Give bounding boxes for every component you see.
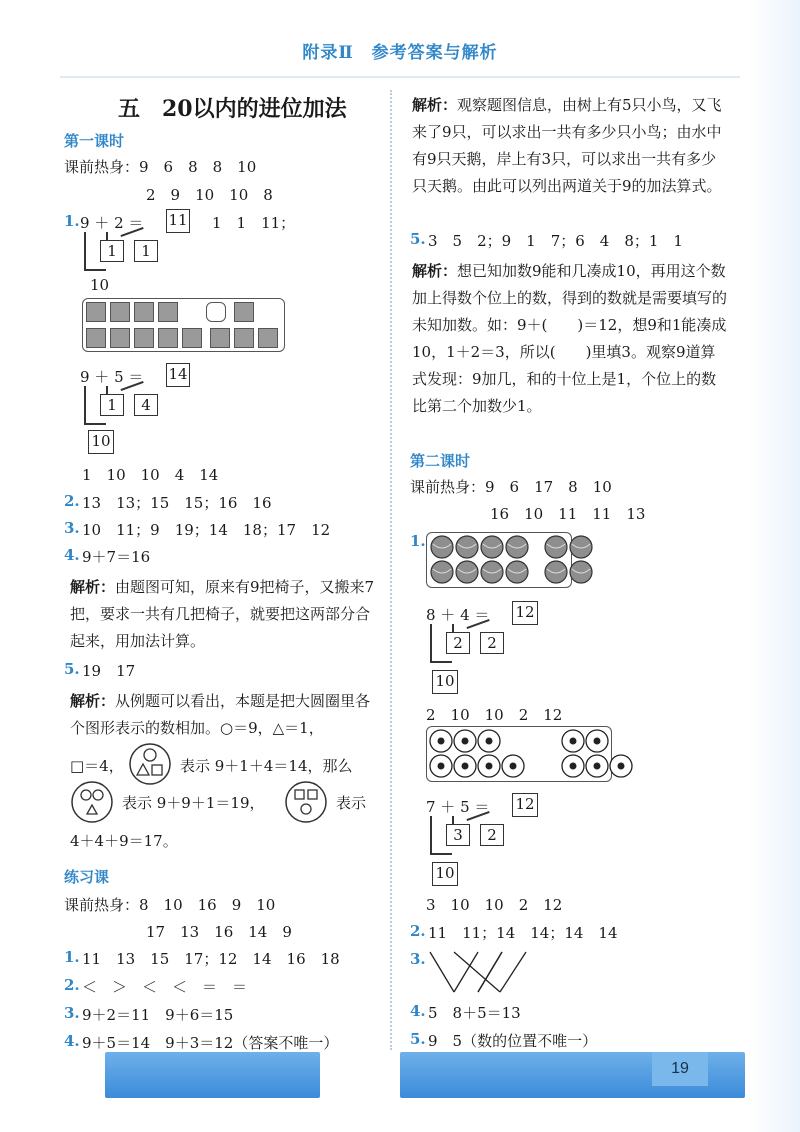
square [158,302,178,322]
r3-number: 3. [410,950,426,968]
q5-number: 5. [64,660,80,678]
bottom-band-left [105,1052,320,1098]
p1-number: 1. [64,948,80,966]
analysis-q4 [70,574,376,655]
analysis-right-2-text: 想已知加数9能和几凑成10，再用这个数加上得数个位上的数，得到的数就是需要填写的未知加数。如：9＋( )＝12，想9和1能凑成10，1＋2＝3，所以( )里填3。观察9道算式发现：9加几，和的十位上是1，个位上的数比第二个加数少1。 [412,262,728,415]
p1-answer: 11 13 15 17；12 14 16 18 [82,950,340,968]
q1-equation-1: 9 ＋ 2 ＝ [80,214,144,232]
q3-answer: 10 11；9 19；14 18；17 12 [82,521,331,539]
q1-split-box-2a: 1 [100,394,124,416]
r1-equation-2: 7 ＋ 5 ＝ [426,798,490,816]
volleyball-group [428,534,608,586]
q4-number: 4. [64,546,80,564]
q1-split-box-2b: 4 [134,394,158,416]
moved-square-outline [206,302,226,322]
q1-last-row: 1 10 10 4 14 [82,466,219,484]
r1-number: 1. [410,532,426,550]
page-edge-band [748,0,800,1132]
analysis-label: 解析： [412,262,458,280]
q1-tail: 1 1 11； [212,214,296,232]
analysis-q5-line3b: 表示 9＋1＋4＝14，那么 [180,757,353,775]
q1-connector-5 [84,386,86,424]
p2-number: 2. [64,976,80,994]
analysis-q5-line4a: 表示 9＋9＋1＝19， [122,794,265,812]
square [134,328,154,348]
section-practice: 练习课 [64,868,110,886]
square [182,328,202,348]
r1-ten-box-2: 10 [432,862,458,886]
square [210,328,230,348]
square [234,302,254,322]
circle-circle-triangle-icon [70,780,114,824]
r5-answer: 9 5（数的位置不唯一） [428,1032,598,1050]
warmup-3-row1: 课前热身：9 6 17 8 10 [410,478,612,496]
analysis-q4-text: 由题图可知，原来有9把椅子，又搬来7把，要求一共有几把椅子，就要把这两部分合起来，用加法计算。 [70,578,375,650]
r2-answer: 11 11；14 14；14 14 [428,924,618,942]
analysis-q5 [70,688,376,742]
page-header: 附录Ⅱ 参考答案与解析 [302,43,498,63]
r1-ten-box-1: 10 [432,670,458,694]
r1-split-box-1b: 2 [480,632,504,654]
r1-answer-box-1: 12 [512,601,538,625]
square [258,328,278,348]
r-q5-answer: 3 5 2；9 1 7；6 4 8；1 1 [428,232,683,250]
q1-equation-2: 9 ＋ 5 ＝ [80,368,144,386]
r1-row-2: 3 10 10 2 12 [426,896,563,914]
r1-connector-1 [430,624,432,662]
square [234,328,254,348]
analysis-q5-line5: 4＋4＋9＝17。 [70,832,178,850]
r5-number: 5. [410,1030,426,1048]
soccer-ball-group [428,728,638,782]
section-lesson2: 第二课时 [410,452,471,470]
warmup-2-row2: 17 13 16 14 9 [146,923,292,941]
r3-matching-lines [426,948,536,996]
p3-number: 3. [64,1004,80,1022]
analysis-label: 解析： [412,96,458,114]
q1-ten-1: 10 [90,276,110,294]
q1-split-box-1b: 1 [134,240,158,262]
warmup-2-row1: 课前热身：8 10 16 9 10 [64,896,276,914]
r2-number: 2. [410,922,426,940]
r1-split-box-2b: 2 [480,824,504,846]
q1-split-box-1a: 1 [100,240,124,262]
q2-answer: 13 13；15 15；16 16 [82,494,272,512]
r1-connector-2 [430,661,452,663]
page-number: 19 [652,1052,708,1086]
square [158,328,178,348]
r1-split-box-2a: 3 [446,824,470,846]
analysis-q5-line4b: 表示 [336,794,367,812]
analysis-q5-text: 从例题可以看出，本题是把大圆圈里各个图形表示的数相加。○＝9，△＝1， [70,692,371,737]
q2-number: 2. [64,492,80,510]
p3-answer: 9＋2＝11 9＋6＝15 [82,1006,234,1024]
p2-answer: ＜ ＞ ＜ ＜ ＝ ＝ [82,978,248,996]
warmup-1-row1: 课前热身：9 6 8 8 10 [64,158,257,176]
r1-split-box-1a: 2 [446,632,470,654]
circle-triangle-square-icon [128,742,172,786]
q5-answer: 19 17 [82,662,136,680]
r1-connector-6 [430,853,452,855]
r1-equation-1: 8 ＋ 4 ＝ [426,606,490,624]
q1-answer-box-2: 14 [166,363,190,387]
r1-connector-5 [430,816,432,854]
r4-answer: 5 8＋5＝13 [428,1004,521,1022]
q4-answer: 9＋7＝16 [82,548,151,566]
column-divider [390,90,392,1050]
r1-row-1: 2 10 10 2 12 [426,706,563,724]
square [86,302,106,322]
analysis-right-1-text: 观察题图信息，由树上有5只小鸟，又飞来了9只，可以求出一共有多少只小鸟；由水中有9只天鹅，岸上有3只，可以求出一共有多少只天鹅。由此可以列出两道关于9的加法算式。 [412,96,722,195]
square [134,302,154,322]
q1-connector-1 [84,232,86,270]
analysis-right-2 [412,258,728,420]
q1-answer-box-1: 11 [166,209,190,233]
analysis-label: 解析： [70,578,116,596]
r-q5-number: 5. [410,230,426,248]
r4-number: 4. [410,1002,426,1020]
chapter-title: 五 20以内的进位加法 [118,96,347,122]
analysis-label: 解析： [70,692,116,710]
q1-connector-6 [84,423,106,425]
warmup-1-row2: 2 9 10 10 8 [146,186,273,204]
q1-connector-2 [84,269,106,271]
warmup-3-row2: 16 10 11 11 13 [490,505,646,523]
q1-number: 1. [64,212,80,230]
r1-answer-box-2: 12 [512,793,538,817]
q3-number: 3. [64,519,80,537]
section-lesson1: 第一课时 [64,132,125,150]
square [110,328,130,348]
analysis-q5-line3a: □＝4， [70,757,124,775]
header-rule [60,76,740,78]
square [86,328,106,348]
square [110,302,130,322]
p4-answer: 9＋5＝14 9＋3＝12（答案不唯一） [82,1034,339,1052]
square-square-circle-icon [284,780,328,824]
analysis-right-1 [412,92,728,200]
q1-ten-box-2: 10 [88,430,114,454]
p4-number: 4. [64,1032,80,1050]
